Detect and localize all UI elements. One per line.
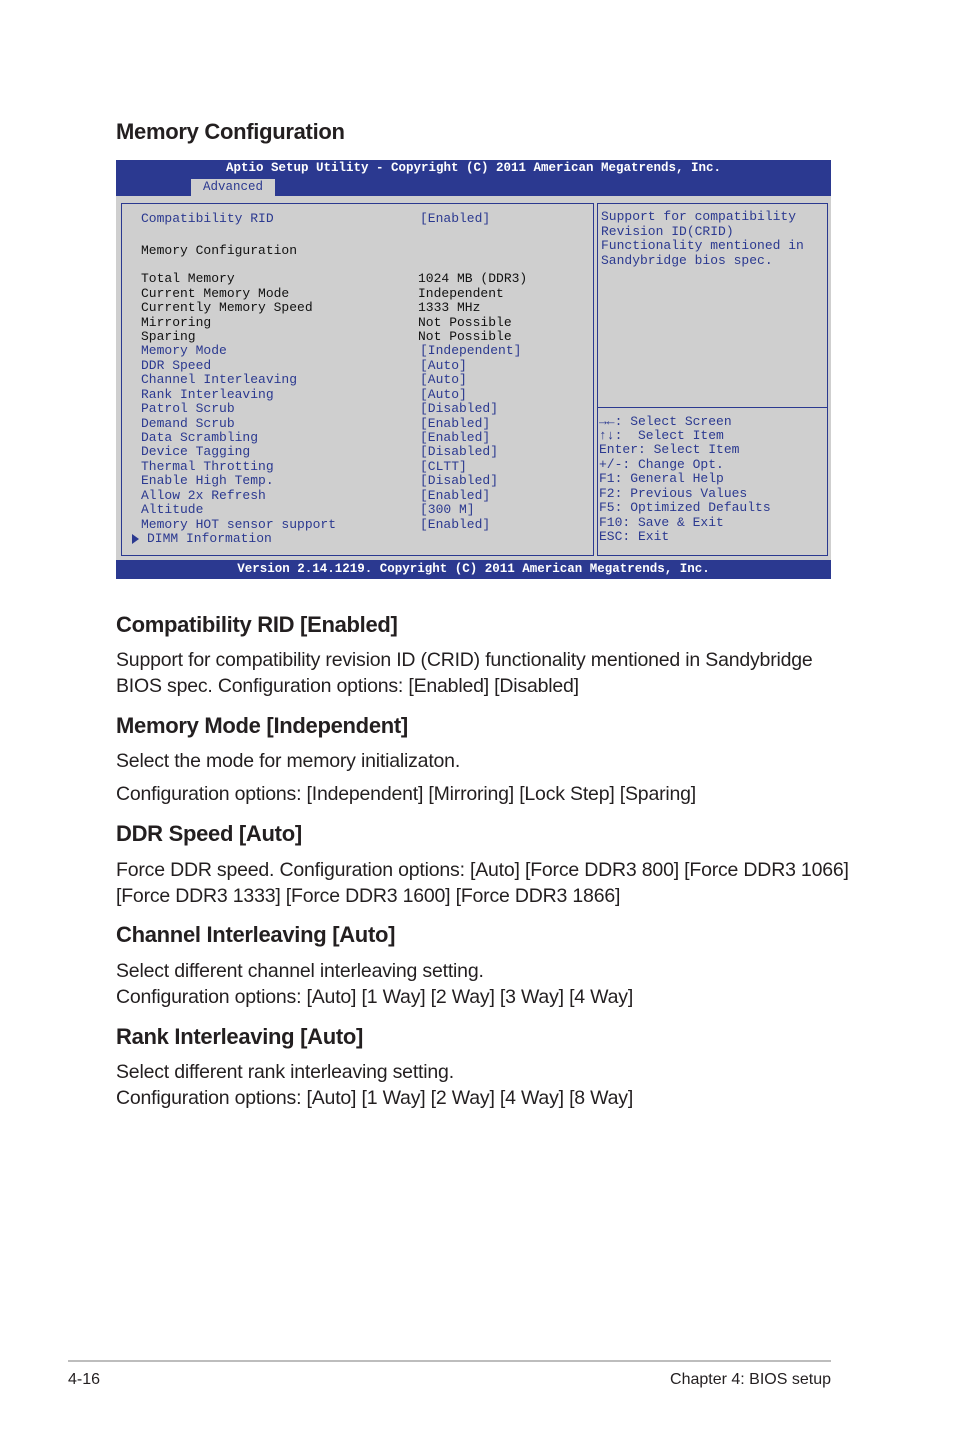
item-demand-scrub[interactable]: Demand Scrub xyxy=(141,416,235,431)
bios-screenshot xyxy=(116,160,831,579)
item-device-tagging[interactable]: Device Tagging xyxy=(141,444,251,459)
value-ddr-speed[interactable]: [Auto] xyxy=(420,358,467,373)
value-altitude[interactable]: [300 M] xyxy=(420,502,475,517)
value-patrol-scrub[interactable]: [Disabled] xyxy=(420,401,499,416)
section-text: Force DDR speed. Configuration options: [Auto] [Force DDR3 800] [Force DDR3 1066] [Force DDR3 1333] [Force DDR3 1600] [Force DDR3 1866] xyxy=(116,859,849,907)
value-data-scrambling[interactable]: [Enabled] xyxy=(420,430,491,445)
item-memory-mode[interactable]: Memory Mode xyxy=(141,343,227,358)
section-text: Configuration options: [Auto] [1 Way] [2 Way] [3 Way] [4 Way] xyxy=(116,986,634,1008)
item-total-memory: Total Memory xyxy=(141,271,235,286)
bios-title: Aptio Setup Utility - Copyright (C) 2011 American Megatrends, Inc. xyxy=(225,161,722,175)
help-line: Sandybridge bios spec. xyxy=(601,253,773,268)
item-enable-high-temp[interactable]: Enable High Temp. xyxy=(141,473,274,488)
value-current-memory-mode: Independent xyxy=(418,286,504,301)
key-hint: +/-: Change Opt. xyxy=(599,457,724,472)
section-title-ddr-speed: DDR Speed [Auto] xyxy=(116,821,302,846)
value-allow-2x-refresh[interactable]: [Enabled] xyxy=(420,488,491,503)
item-mirroring: Mirroring xyxy=(141,315,212,330)
value-memory-hot-sensor[interactable]: [Enabled] xyxy=(420,517,491,532)
item-data-scrambling[interactable]: Data Scrambling xyxy=(141,430,259,445)
value-compatibility-rid[interactable]: [Enabled] xyxy=(420,211,491,226)
key-hint: ↑↓: Select Item xyxy=(599,428,724,443)
section-memory-configuration: Memory Configuration xyxy=(141,243,298,258)
key-hint: Enter: Select Item xyxy=(599,442,740,457)
page-title: Memory Configuration xyxy=(116,119,345,144)
key-hint: F2: Previous Values xyxy=(599,486,748,501)
key-hint: →←: Select Screen xyxy=(599,414,732,429)
section-text: Select different rank interleaving setting. xyxy=(116,1061,454,1083)
value-enable-high-temp[interactable]: [Disabled] xyxy=(420,473,499,488)
item-thermal-throtting[interactable]: Thermal Throtting xyxy=(141,459,274,474)
item-memory-speed: Currently Memory Speed xyxy=(141,300,313,315)
help-line: Functionality mentioned in xyxy=(601,238,804,253)
value-memory-mode[interactable]: [Independent] xyxy=(420,343,522,358)
section-title-compatibility-rid: Compatibility RID [Enabled] xyxy=(116,612,398,637)
value-total-memory: 1024 MB (DDR3) xyxy=(418,271,528,286)
section-text: Support for compatibility revision ID (CRID) functionality mentioned in Sandybridge BIOS spec. Configuration options: [Enabled] [Disabled] xyxy=(116,649,813,697)
tab-advanced[interactable]: Advanced xyxy=(191,179,275,196)
section-title-channel-interleaving: Channel Interleaving [Auto] xyxy=(116,922,396,947)
section-text: Select the mode for memory initializaton. xyxy=(116,750,461,772)
value-thermal-throtting[interactable]: [CLTT] xyxy=(420,459,467,474)
submenu-arrow-icon xyxy=(132,534,139,544)
bios-settings-panel xyxy=(121,203,594,556)
key-hint: F10: Save & Exit xyxy=(599,515,724,530)
item-patrol-scrub[interactable]: Patrol Scrub xyxy=(141,401,235,416)
section-text: Select different channel interleaving setting. xyxy=(116,960,484,982)
value-demand-scrub[interactable]: [Enabled] xyxy=(420,416,491,431)
section-title-rank-interleaving: Rank Interleaving [Auto] xyxy=(116,1024,364,1049)
item-memory-hot-sensor[interactable]: Memory HOT sensor support xyxy=(141,517,337,532)
item-channel-interleaving[interactable]: Channel Interleaving xyxy=(141,372,298,387)
value-sparing: Not Possible xyxy=(418,329,512,344)
key-hint: F5: Optimized Defaults xyxy=(599,500,771,515)
section-title-memory-mode: Memory Mode [Independent] xyxy=(116,713,408,738)
section-text: Configuration options: [Auto] [1 Way] [2 Way] [4 Way] [8 Way] xyxy=(116,1087,634,1109)
help-line: Support for compatibility xyxy=(601,209,797,224)
item-sparing: Sparing xyxy=(141,329,196,344)
bios-footer: Version 2.14.1219. Copyright (C) 2011 American Megatrends, Inc. xyxy=(116,560,831,579)
section-text: Configuration options: [Independent] [Mirroring] [Lock Step] [Sparing] xyxy=(116,783,697,805)
footer-divider xyxy=(68,1360,831,1362)
value-memory-speed: 1333 MHz xyxy=(418,300,481,315)
bios-help-panel xyxy=(597,203,828,556)
value-rank-interleaving[interactable]: [Auto] xyxy=(420,387,467,402)
item-altitude[interactable]: Altitude xyxy=(141,502,204,517)
bios-header xyxy=(116,160,831,196)
item-rank-interleaving[interactable]: Rank Interleaving xyxy=(141,387,274,402)
help-line: Revision ID(CRID) xyxy=(601,224,734,239)
value-channel-interleaving[interactable]: [Auto] xyxy=(420,372,467,387)
key-hint: ESC: Exit xyxy=(599,529,670,544)
value-mirroring: Not Possible xyxy=(418,315,512,330)
value-device-tagging[interactable]: [Disabled] xyxy=(420,444,499,459)
item-dimm-information[interactable]: DIMM Information xyxy=(147,531,272,546)
chapter-label: Chapter 4: BIOS setup xyxy=(670,1371,831,1388)
key-hint: F1: General Help xyxy=(599,471,724,486)
page-number: 4-16 xyxy=(68,1371,101,1388)
item-allow-2x-refresh[interactable]: Allow 2x Refresh xyxy=(141,488,266,503)
item-current-memory-mode: Current Memory Mode xyxy=(141,286,290,301)
item-compatibility-rid[interactable]: Compatibility RID xyxy=(141,211,274,226)
item-ddr-speed[interactable]: DDR Speed xyxy=(141,358,212,373)
help-divider xyxy=(598,407,827,408)
